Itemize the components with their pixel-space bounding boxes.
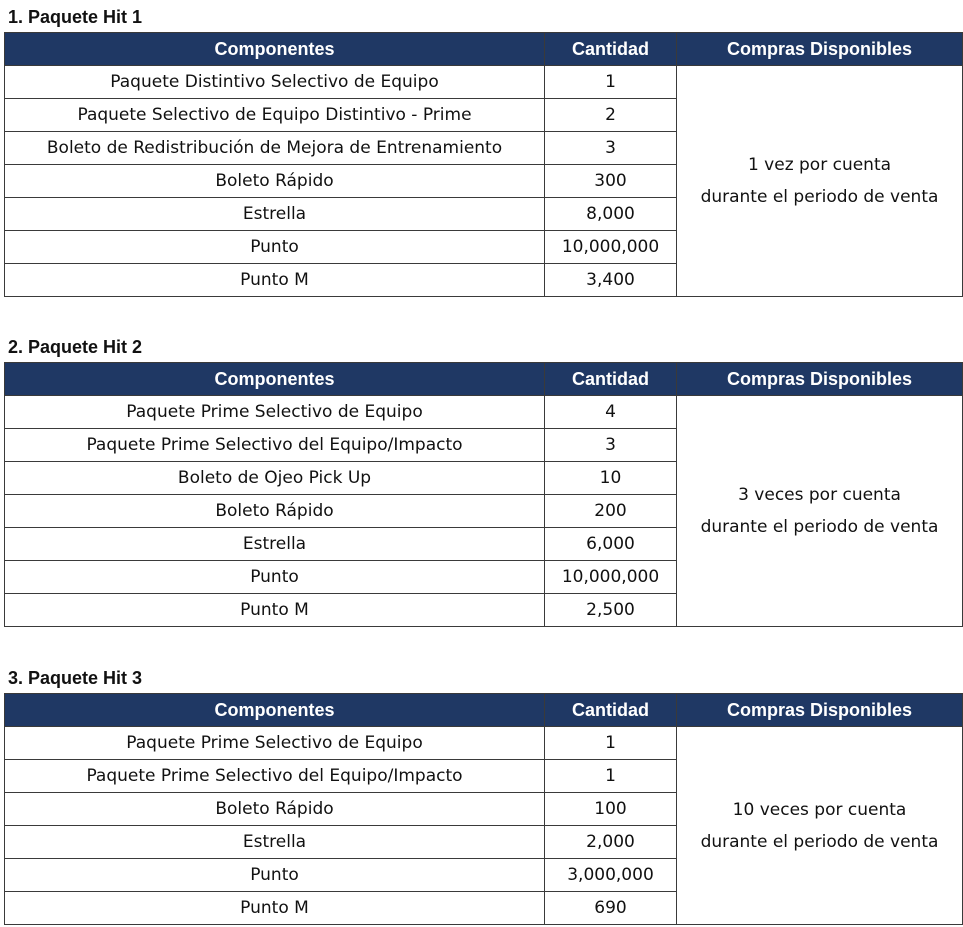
quantity-cell: 2,000	[545, 826, 677, 859]
component-cell: Punto	[5, 859, 545, 892]
component-cell: Boleto de Redistribución de Mejora de Entrenamiento	[5, 132, 545, 165]
component-cell: Boleto Rápido	[5, 165, 545, 198]
quantity-cell: 2	[545, 99, 677, 132]
quantity-cell: 100	[545, 793, 677, 826]
quantity-cell: 1	[545, 727, 677, 760]
quantity-cell: 6,000	[545, 528, 677, 561]
quantity-cell: 10	[545, 462, 677, 495]
component-cell: Boleto Rápido	[5, 495, 545, 528]
header-compras-disponibles: Compras Disponibles	[677, 694, 963, 727]
quantity-cell: 3,000,000	[545, 859, 677, 892]
component-cell: Punto M	[5, 594, 545, 627]
header-compras-disponibles: Compras Disponibles	[677, 363, 963, 396]
table-row	[5, 396, 963, 429]
component-cell: Estrella	[5, 826, 545, 859]
header-componentes: Componentes	[5, 363, 545, 396]
component-cell: Boleto de Ojeo Pick Up	[5, 462, 545, 495]
header-componentes: Componentes	[5, 694, 545, 727]
component-cell: Punto	[5, 231, 545, 264]
component-cell: Paquete Prime Selectivo de Equipo	[5, 727, 545, 760]
component-cell: Boleto Rápido	[5, 793, 545, 826]
quantity-cell: 1	[545, 66, 677, 99]
header-cantidad: Cantidad	[545, 363, 677, 396]
availability-cell	[677, 66, 963, 297]
component-cell: Estrella	[5, 528, 545, 561]
package-2-title: 2. Paquete Hit 2	[8, 337, 143, 357]
component-cell: Punto M	[5, 892, 545, 925]
component-cell: Paquete Distintivo Selectivo de Equipo	[5, 66, 545, 99]
header-componentes: Componentes	[5, 33, 545, 66]
quantity-cell: 2,500	[545, 594, 677, 627]
component-cell: Paquete Prime Selectivo del Equipo/Impacto	[5, 429, 545, 462]
availability-line-1: 3 veces por cuenta	[738, 485, 901, 505]
component-cell: Paquete Prime Selectivo del Equipo/Impacto	[5, 760, 545, 793]
availability-line-2: durante el periodo de venta	[700, 831, 939, 852]
table-header-row	[5, 33, 963, 66]
quantity-cell: 4	[545, 396, 677, 429]
package-1-table	[4, 32, 963, 297]
package-3-table	[4, 693, 963, 925]
availability-line-2: durante el periodo de venta	[700, 187, 939, 207]
table-row	[5, 66, 963, 99]
table-row	[5, 727, 963, 760]
availability-cell	[677, 396, 963, 627]
quantity-cell: 3	[545, 132, 677, 165]
availability-line-1: 1 vez por cuenta	[747, 155, 892, 175]
package-3-title: 3. Paquete Hit 3	[8, 668, 143, 688]
quantity-cell: 3	[545, 429, 677, 462]
header-cantidad: Cantidad	[545, 694, 677, 727]
availability-line-1: 10 veces por cuenta	[732, 799, 907, 820]
package-1-title: 1. Paquete Hit 1	[8, 7, 143, 27]
component-cell: Paquete Selectivo de Equipo Distintivo - Prime	[5, 99, 545, 132]
quantity-cell: 10,000,000	[545, 561, 677, 594]
availability-cell	[677, 727, 963, 925]
quantity-cell: 200	[545, 495, 677, 528]
component-cell: Punto	[5, 561, 545, 594]
quantity-cell: 690	[545, 892, 677, 925]
table-header-row	[5, 363, 963, 396]
quantity-cell: 1	[545, 760, 677, 793]
component-cell: Estrella	[5, 198, 545, 231]
quantity-cell: 3,400	[545, 264, 677, 297]
availability-line-2: durante el periodo de venta	[700, 517, 939, 537]
table-header-row	[5, 694, 963, 727]
component-cell: Paquete Prime Selectivo de Equipo	[5, 396, 545, 429]
header-compras-disponibles: Compras Disponibles	[677, 33, 963, 66]
package-2-table	[4, 362, 963, 627]
quantity-cell: 300	[545, 165, 677, 198]
header-cantidad: Cantidad	[545, 33, 677, 66]
quantity-cell: 10,000,000	[545, 231, 677, 264]
component-cell: Punto M	[5, 264, 545, 297]
quantity-cell: 8,000	[545, 198, 677, 231]
